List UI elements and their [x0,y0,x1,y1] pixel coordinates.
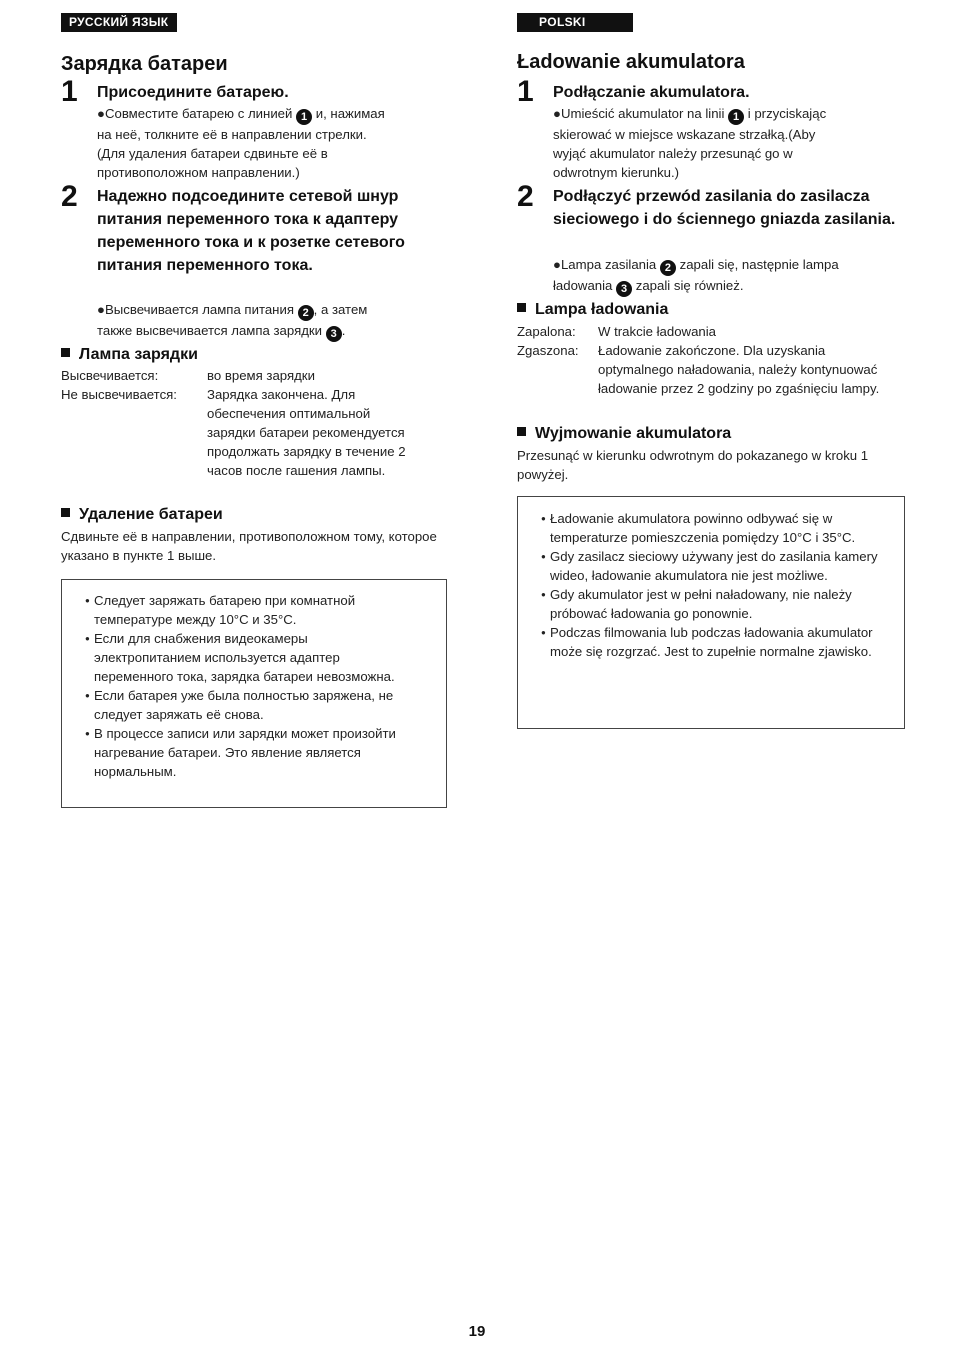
table-row: Высвечивается: во время зарядки [61,368,315,383]
square-bullet-icon [517,427,526,436]
square-bullet-icon [61,508,70,517]
step-number: 1 [517,75,534,108]
step-body: ●Высвечивается лампа питания 2 , а затем также высвечивается лампа зарядки 3 . [97,302,368,340]
step-body-line: wyjąć akumulator należy przesunąć go w [553,146,793,161]
step-body-line: противоположном направлении.) [97,165,300,180]
note-item: ● Gdy akumulator jest w pełni naładowany, nie należy próbować ładowania go ponownie. [541,585,886,623]
step-number: 2 [517,180,534,213]
lamp-heading: Лампа зарядки [61,345,451,365]
note-item: ● Podczas filmowania lub podczas ładowania akumulator może się rozgrzać. Jest to zupełnie normalne zjawisko. [541,623,886,661]
notes-box [61,579,447,808]
step-number: 2 [61,180,78,213]
table-row: Zapalona: W trakcie ładowania [517,324,717,339]
section-title: Зарядка батареи [61,53,228,75]
step-body [97,104,451,182]
lamp-status-table [517,322,909,398]
language-tab-polish: POLSKI [517,13,633,32]
step-1 [517,75,909,180]
badge-1-icon: 1 [296,109,312,125]
step-body-line: на неё, толкните её в направлении стрелки. [97,127,367,142]
table-row: Zgaszona: Ładowanie zakończone. Dla uzyskania optymalnego naładowania, należy kontynuować ładowanie przez 2 godziny po zgaśnięciu lampy. [517,343,880,396]
step-heading: Podłączyć przewód zasilania do zasilacza sieciowego i do ściennego gniazda zasilania. [553,188,896,228]
note-item: ● Gdy zasilacz sieciowy używany jest do zasilania kamery wideo, ładowanie akumulatora nie jest możliwe. [541,547,886,585]
step-body: ●Umieścić akumulator na linii 1 i przyciskając skierować w miejsce wskazane strzałką.(Aby wyjąć akumulator należy przesunąć go w odwrotnym kierunku.) [553,104,909,182]
note-item: ● В процессе записи или зарядки может произойти нагревание батареи. Это явление является нормальным. [85,724,405,781]
section-title: Ładowanie akumulatora [517,51,745,73]
badge-1-icon: 1 [728,109,744,125]
removal-text: Сдвиньте её в направлении, противоположном тому, которое указано в пункте 1 выше. [61,529,437,563]
page-number: 19 [468,1323,486,1340]
lamp-heading: Lampa ładowania [517,300,909,320]
square-bullet-icon [61,348,70,357]
badge-2-icon: 2 [660,260,676,276]
square-bullet-icon [517,303,526,312]
step-heading: Присоедините батарею. [97,84,289,101]
step-body-line: odwrotnym kierunku.) [553,165,680,180]
step-body-line: ●Совместите батарею с линией 1 и, нажимая [97,106,385,123]
badge-3-icon: 3 [616,281,632,297]
note-item: ● Если батарея уже была полностью заряжена, не следует заряжать её снова. [85,686,405,724]
step-heading: Надежно подсоедините сетевой шнур питания переменного тока к адаптеру переменного тока и к розетке сетевого питания переменного тока. [97,188,405,274]
step-heading: Podłączanie akumulatora. [553,84,750,101]
note-item: ● Следует заряжать батарею при комнатной температуре между 10°C и 35°C. [85,591,405,629]
step-body-line: (Для удаления батареи сдвиньте её в [97,146,328,161]
notes-box [517,496,905,729]
removal-heading: Удаление батареи [61,505,451,525]
step-2 [61,180,451,343]
step-body: ●Lampa zasilania 2 zapali się, następnie lampa ładowania 3 zapali się również. [553,257,839,295]
badge-3-icon: 3 [326,326,342,342]
badge-2-icon: 2 [298,305,314,321]
removal-heading: Wyjmowanie akumulatora [517,424,909,444]
note-item: ● Если для снабжения видеокамеры электропитанием используется адаптер переменного тока, зарядка батареи невозможна. [85,629,405,686]
removal-text: Przesunąć w kierunku odwrotnym do pokazanego w kroku 1 powyżej. [517,448,869,482]
table-row: Не высвечивается: Зарядка закончена. Для обеспечения оптимальной зарядки батареи рекомендуется продолжать зарядку в течение 2 часов после гашения лампы. [61,387,406,478]
step-body-line: skierować w miejsce wskazane strzałką.(Aby [553,127,816,142]
step-number: 1 [61,75,78,108]
language-tab-russian: РУССКИЙ ЯЗЫК [61,13,177,32]
step-2 [517,180,909,298]
step-1 [61,75,451,180]
note-item: ● Ładowanie akumulatora powinno odbywać się w temperaturze pomieszczenia pomiędzy 10°C i 35°C. [541,509,886,547]
lamp-status-table [61,366,451,480]
